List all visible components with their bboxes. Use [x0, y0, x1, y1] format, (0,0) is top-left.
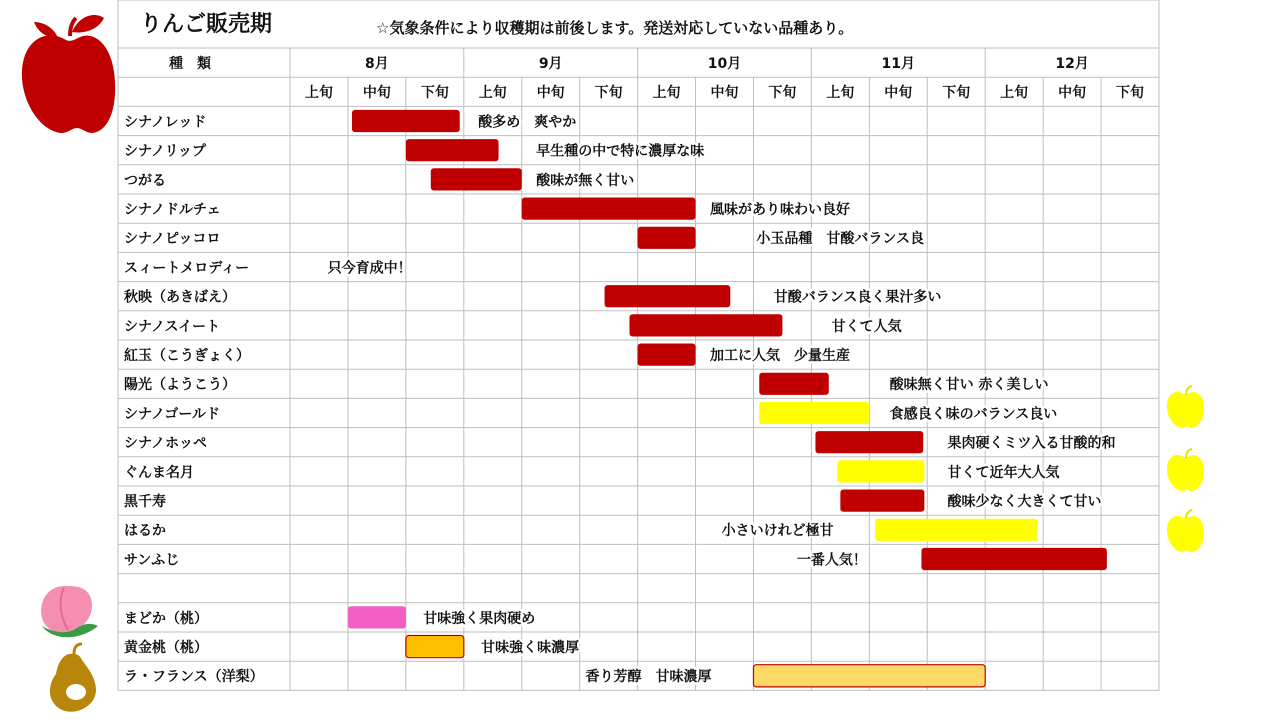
variety-name: 黄金桃（桃）	[124, 640, 208, 656]
variety-note: 甘くて近年大人気	[947, 464, 1060, 481]
period-header: 下旬	[1116, 85, 1145, 102]
variety-note: 一番人気！	[796, 552, 867, 569]
season-bar	[629, 314, 782, 336]
variety-name: 紅玉（こうぎょく）	[124, 348, 250, 364]
yellow-apple-icon	[1167, 449, 1204, 491]
variety-name: ラ・フランス（洋梨）	[124, 669, 264, 686]
variety-note: 甘酸バランス良く果汁多い	[773, 289, 942, 306]
variety-name: 陽光（ようこう）	[124, 377, 236, 394]
period-header: 上旬	[1000, 85, 1029, 102]
variety-note: 酸多め 爽やか	[478, 114, 577, 131]
season-bar	[638, 227, 696, 249]
variety-note: 香り芳醇 甘味濃厚	[585, 669, 712, 686]
variety-name: つがる	[124, 172, 166, 189]
variety-name: 黒千寿	[124, 494, 166, 510]
month-header: 8月	[365, 56, 389, 72]
period-header: 中旬	[884, 85, 913, 102]
variety-name: シナノリップ	[124, 143, 206, 160]
period-header: 下旬	[420, 85, 449, 102]
month-header: 11月	[881, 56, 916, 72]
period-header: 上旬	[478, 85, 507, 102]
variety-note: 酸味が無く甘い	[536, 172, 635, 189]
period-header: 中旬	[362, 85, 391, 102]
variety-note: 早生種の中で特に濃厚な味	[536, 143, 705, 160]
pear-icon	[50, 644, 96, 712]
schedule-table	[118, 48, 1159, 690]
variety-name: シナノゴールド	[124, 406, 221, 423]
period-header: 上旬	[304, 85, 333, 102]
variety-name: スィートメロディー	[124, 260, 250, 277]
variety-header: 種 類	[169, 56, 211, 72]
season-bar	[406, 636, 464, 658]
season-bar	[638, 344, 696, 366]
season-bar	[921, 548, 1106, 570]
period-header: 中旬	[536, 85, 565, 102]
season-bar	[522, 198, 696, 220]
variety-note: 風味があり味わい良好	[710, 202, 851, 218]
variety-note: 小玉品種 甘酸バランス良	[756, 231, 924, 248]
period-header: 上旬	[826, 85, 855, 102]
season-bar	[753, 665, 985, 687]
variety-name: シナノホッペ	[124, 435, 208, 452]
month-header: 12月	[1055, 56, 1089, 72]
variety-note: 酸味少なく大きくて甘い	[947, 494, 1102, 510]
variety-note: 只今育成中！	[327, 260, 412, 277]
season-bar	[815, 431, 923, 453]
variety-note: 果肉硬くミツ入る甘酸的和	[947, 435, 1116, 452]
variety-note: 食感良く味のバランス良い	[889, 406, 1058, 423]
variety-name: ぐんま名月	[124, 464, 194, 481]
variety-name: シナノドルチェ	[124, 202, 221, 218]
period-header: 中旬	[710, 85, 739, 102]
season-bar	[431, 168, 522, 190]
season-bar	[875, 519, 1037, 541]
variety-name: 秋映（あきばえ）	[124, 289, 236, 306]
variety-note: 酸味無く甘い 赤く美しい	[889, 377, 1049, 394]
season-bar	[605, 285, 731, 307]
variety-note: 甘味強く果肉硬め	[423, 610, 536, 627]
yellow-apple-icon	[1167, 510, 1204, 552]
season-bar	[840, 490, 924, 512]
season-bar	[837, 460, 924, 482]
period-header: 下旬	[942, 85, 971, 102]
season-bar	[759, 373, 829, 395]
season-bar	[352, 110, 460, 132]
yellow-apple-icon	[1167, 386, 1204, 428]
variety-name: シナノピッコロ	[124, 231, 221, 248]
period-header: 中旬	[1058, 85, 1087, 102]
variety-note: 甘味強く味濃厚	[481, 640, 580, 656]
variety-note: 加工に人気 少量生産	[710, 348, 851, 364]
variety-note: 甘くて人気	[831, 318, 902, 335]
season-bar	[406, 139, 499, 161]
red-apple-icon	[22, 15, 115, 133]
season-bar	[348, 606, 406, 628]
variety-name: サンふじ	[124, 552, 180, 569]
variety-name: はるか	[124, 523, 166, 540]
period-header: 下旬	[768, 85, 797, 102]
period-header: 上旬	[652, 85, 681, 102]
harvest-notice: ☆気象条件により収穫期は前後します。発送対応していない品種あり。	[376, 19, 854, 37]
variety-note: 小さいけれど極甘	[721, 523, 834, 540]
variety-name: シナノレッド	[124, 114, 207, 131]
season-bar	[759, 402, 869, 424]
month-header: 9月	[538, 56, 563, 72]
variety-name: シナノスイート	[124, 318, 221, 335]
peach-icon	[41, 586, 98, 637]
period-header: 下旬	[594, 85, 623, 102]
month-header: 10月	[707, 56, 742, 72]
variety-name: まどか（桃）	[124, 610, 208, 627]
page-title: りんご販売期	[140, 12, 273, 37]
